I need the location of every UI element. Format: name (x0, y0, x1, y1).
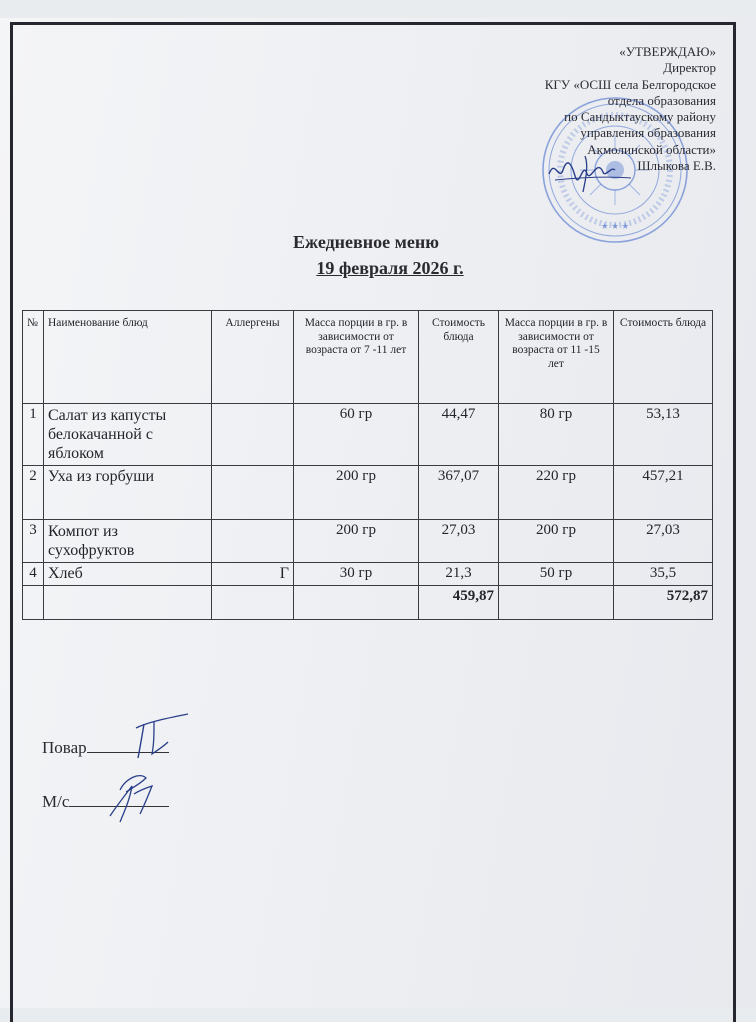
table-row (23, 466, 713, 520)
svg-text:★ ★ ★: ★ ★ ★ (600, 221, 630, 231)
dish-mass-2: 50 гр (499, 563, 614, 586)
approval-line: управления образования (580, 125, 716, 141)
dish-cost-2: 53,13 (614, 404, 713, 466)
cook-label: Повар (42, 738, 87, 757)
dish-mass-2: 200 гр (499, 520, 614, 563)
dish-cost-2: 35,5 (614, 563, 713, 586)
table-total-row (23, 586, 713, 620)
approval-line: отдела образования (607, 92, 716, 108)
header-name: Наименование блюд (44, 311, 212, 404)
approval-line: «УТВЕРЖДАЮ» (619, 44, 716, 59)
total-cost-1: 459,87 (419, 586, 499, 620)
row-num: 4 (23, 563, 44, 586)
dish-cost-2: 457,21 (614, 466, 713, 520)
dish-name: Компот из сухофруктов (44, 520, 212, 563)
approval-line: по Сандыктаускому району (564, 109, 716, 125)
dish-allergens (212, 404, 294, 466)
director-signature (545, 152, 635, 194)
dish-mass-1: 60 гр (294, 404, 419, 466)
dish-cost-2: 27,03 (614, 520, 713, 563)
menu-table (22, 310, 713, 620)
header-cost-2: Стоимость блюда (614, 311, 713, 404)
header-num: № (23, 311, 44, 404)
header-mass-11-15: Масса порции в гр. в зависимости от возраста от 11 -15 лет (499, 311, 614, 404)
cook-signature (108, 712, 192, 764)
header-cost-1: Стоимость блюда (419, 311, 499, 404)
dish-name: Уха из горбуши (44, 466, 212, 520)
dish-mass-2: 220 гр (499, 466, 614, 520)
nurse-label: М/с (42, 792, 70, 811)
table-row (23, 404, 713, 466)
dish-mass-1: 30 гр (294, 563, 419, 586)
document-title: Ежедневное меню (293, 232, 439, 252)
table-row (23, 563, 713, 586)
row-num: 3 (23, 520, 44, 563)
total-cost-2: 572,87 (614, 586, 713, 620)
row-num: 1 (23, 404, 44, 466)
dish-cost-1: 21,3 (419, 563, 499, 586)
approval-line: Акмолинской области» (587, 141, 716, 157)
dish-name: Хлеб (44, 563, 212, 586)
dish-mass-2: 80 гр (499, 404, 614, 466)
nurse-signature (96, 764, 166, 826)
approval-line: Директор (663, 60, 716, 76)
dish-allergens: Г (212, 563, 294, 586)
header-mass-7-11: Масса порции в гр. в зависимости от возраста от 7 -11 лет (294, 311, 419, 404)
approval-line: КГУ «ОСШ села Белгородское (544, 76, 716, 92)
dish-allergens (212, 520, 294, 563)
dish-name: Салат из капусты белокачанной с яблоком (44, 404, 212, 466)
dish-cost-1: 27,03 (419, 520, 499, 563)
document-date: 19 февраля 2026 г. (316, 258, 464, 278)
dish-mass-1: 200 гр (294, 520, 419, 563)
dish-allergens (212, 466, 294, 520)
row-num: 2 (23, 466, 44, 520)
table-row (23, 520, 713, 563)
table-header-row (23, 311, 713, 404)
approval-line: Шлыкова Е.В. (637, 158, 716, 174)
header-allergens: Аллергены (212, 311, 294, 404)
dish-mass-1: 200 гр (294, 466, 419, 520)
dish-cost-1: 44,47 (419, 404, 499, 466)
dish-cost-1: 367,07 (419, 466, 499, 520)
